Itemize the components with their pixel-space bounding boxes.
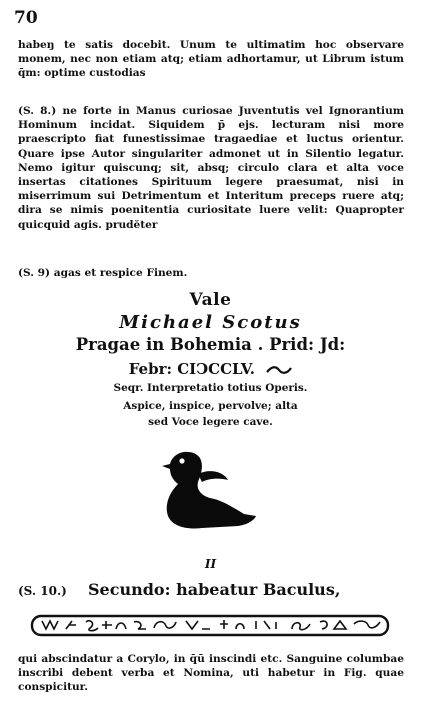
section-numeral: II bbox=[204, 557, 217, 571]
paragraph-3: (S. 9) agas et respice Finem. bbox=[18, 267, 188, 279]
paragraph-5: qui abscindatur a Corylo, in q̄ū inscindi etc. Sanguine columbae inscribi debent verba et Nomina, uti habetur in Fig. quae conspicitur. bbox=[18, 653, 404, 694]
author-name: Michael Scotus bbox=[119, 312, 302, 333]
closing-vale: Vale bbox=[189, 290, 232, 310]
closing-line-1: Seqr. Interpretatio totius Operis. bbox=[113, 382, 308, 394]
paragraph-2: (S. 8.) ne forte in Manus curiosae Juventutis vel Ignorantium Hominum incidat. Siquidem p̄ ejs. lecturam nisi more praescripto fiat funestissimae tragaediae et luctus orientur. Quare ipse Autor singulariter admonet ut in Silentio legatur. Nemo igitur quiscunq; sit, absq; circulo clara et alta voce insertas citationes Spirituum legere praesumat, nisi in miserrimum sui Detrimentum et Interitum preceps ruere atq; dira se nimis poenitentia curiositate luere velit: Quapropter quicquid agis. prudĕter bbox=[18, 105, 404, 231]
closing-line-2: Aspice, inspice, pervolve; alta bbox=[123, 400, 298, 412]
closing-date: Febr: CIↃCCLV. bbox=[128, 360, 256, 378]
section-10-heading: Secundo: habeatur Baculus, bbox=[88, 580, 341, 599]
paragraph-1: habeŋ te satis docebit. Unum te ultimatim hoc observare monem, nec non etiam atq; etiam adhortamur, ut Librum istum q̄m: optime custodias bbox=[18, 39, 404, 80]
closing-place: Pragae in Bohemia . Prid: Jd: bbox=[75, 335, 346, 354]
closing-line-3: sed Voce legere cave. bbox=[148, 416, 273, 428]
section-10-label: (S. 10.) bbox=[18, 584, 67, 598]
flourish-icon bbox=[266, 365, 292, 375]
black-bird-icon bbox=[158, 448, 258, 533]
closing-date-line bbox=[0, 360, 421, 378]
page-number: 70 bbox=[14, 8, 38, 28]
staff-figure bbox=[30, 612, 392, 640]
